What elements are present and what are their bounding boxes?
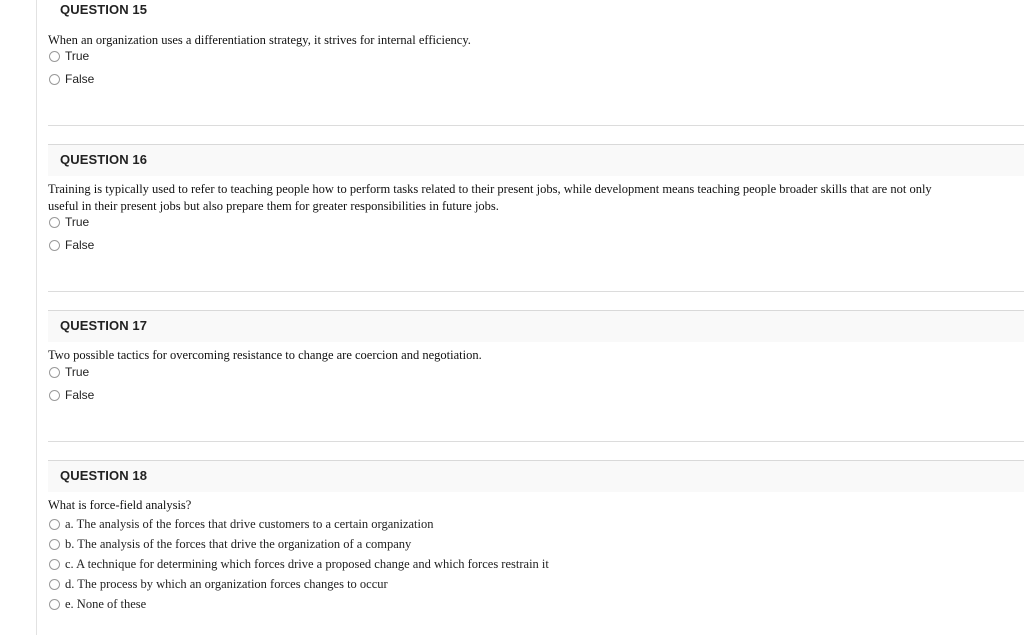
option-false[interactable] [49,387,94,403]
question-title: QUESTION 18 [60,468,148,483]
question-divider [48,291,1024,292]
option-label: c. A technique for determining which forces drive a proposed change and which forces restrain it [65,556,549,571]
question-header [48,310,1024,342]
question-divider [48,441,1024,442]
option-b[interactable] [49,536,411,552]
radio-button[interactable] [49,559,60,570]
option-true[interactable] [49,214,89,230]
option-label: True [65,215,90,229]
radio-button[interactable] [49,539,60,550]
radio-button[interactable] [49,599,60,610]
option-true[interactable] [49,48,89,64]
left-margin-line [36,0,37,635]
option-label: d. The process by which an organization forces changes to occur [65,576,388,591]
question-title: QUESTION 17 [60,318,148,333]
radio-button[interactable] [49,74,60,85]
option-false[interactable] [49,237,94,253]
option-label: False [65,388,95,402]
option-label: False [65,238,95,252]
question-text: Training is typically used to refer to teaching people how to perform tasks related to their present jobs, while development means teaching people broader skills that are not only useful in their present jobs but also prepare them for greater responsibilities in future jobs. [48,182,932,213]
question-text: What is force-field analysis? [48,498,192,512]
question-title: QUESTION 15 [60,2,148,17]
option-c[interactable] [49,556,549,572]
option-label: False [65,72,95,86]
question-text: When an organization uses a differentiation strategy, it strives for internal efficiency. [48,33,471,47]
radio-button[interactable] [49,367,60,378]
radio-button[interactable] [49,240,60,251]
question-title: QUESTION 16 [60,152,148,167]
option-d[interactable] [49,576,388,592]
option-label: b. The analysis of the forces that drive the organization of a company [65,536,412,551]
radio-button[interactable] [49,390,60,401]
question-divider [48,125,1024,126]
question-header [48,144,1024,176]
option-label: a. The analysis of the forces that drive customers to a certain organization [65,516,434,531]
option-label: e. None of these [65,596,147,611]
question-header [48,460,1024,492]
radio-button[interactable] [49,519,60,530]
radio-button[interactable] [49,51,60,62]
radio-button[interactable] [49,579,60,590]
option-true[interactable] [49,364,89,380]
option-label: True [65,365,90,379]
radio-button[interactable] [49,217,60,228]
option-label: True [65,49,90,63]
option-e[interactable] [49,596,146,612]
question-text: Two possible tactics for overcoming resistance to change are coercion and negotiation. [48,348,482,362]
option-false[interactable] [49,71,94,87]
option-a[interactable] [49,516,434,532]
